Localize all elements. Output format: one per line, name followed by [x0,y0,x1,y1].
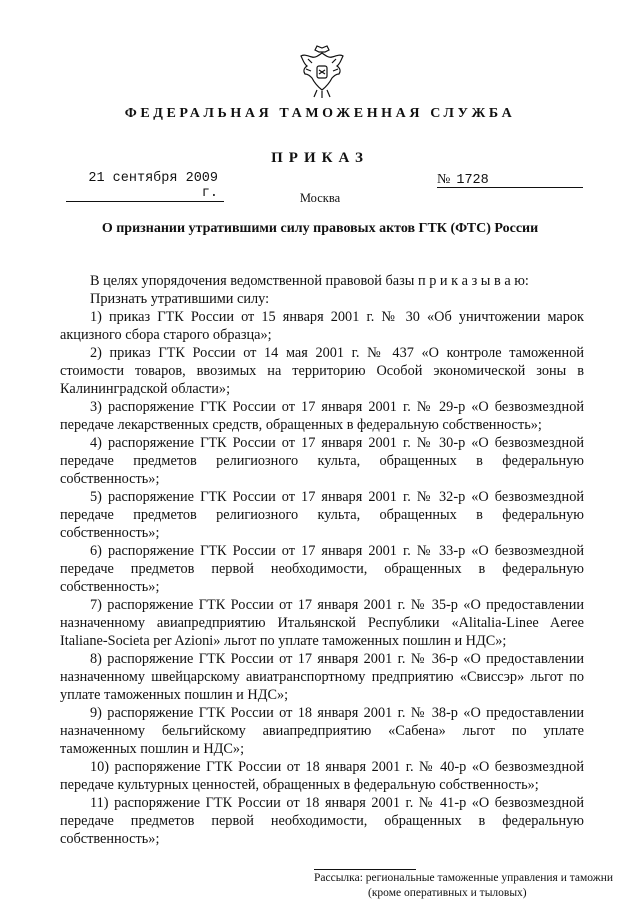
list-item: 2) приказ ГТК России от 14 мая 2001 г. № 437 «О контроле таможенной стоимости товаров, ввозимых на территорию Особой экономической зоны в Калининградской области»; [60,345,584,397]
distribution-rule [314,869,416,870]
distribution-line: (кроме оперативных и тыловых) [368,887,527,899]
list-item: 6) распоряжение ГТК России от 17 января 2001 г. № 33-р «О безвозмездной передаче предметов первой необходимости, обращенных в федеральную собственность»; [60,543,584,595]
list-item: 1) приказ ГТК России от 15 января 2001 г. № 30 «Об уничтожении марок акцизного сбора старого образца»; [60,309,584,343]
list-item: 9) распоряжение ГТК России от 18 января 2001 г. № 38-р «О предоставлении назначенному бельгийскому авиапредприятию «Сабена» льгот по уплате таможенных пошлин и НДС»; [60,705,584,757]
recognize-paragraph: Признать утратившими силу: [90,291,270,307]
order-number: 1728 [456,173,489,188]
document-title: О признании утратившими силу правовых актов ГТК (ФТС) России [101,221,539,236]
order-number-field [437,170,583,188]
list-item: 4) распоряжение ГТК России от 17 января 2001 г. № 30-р «О безвозмездной передаче предметов религиозного культа, обращенных в федеральную собственность»; [60,435,584,487]
intro-paragraph: В целях упорядочения ведомственной правовой базы п р и к а з ы в а ю: [90,273,529,289]
city: Москва [299,191,341,205]
list-item: 3) распоряжение ГТК России от 17 января 2001 г. № 29-р «О безвозмездной передаче лекарственных средств, обращенных в федеральную собственность»; [60,399,584,433]
coat-of-arms-emblem-icon [298,44,346,100]
distribution-note [314,871,624,901]
number-sign: № [437,172,451,187]
list-item: 11) распоряжение ГТК России от 18 января 2001 г. № 41-р «О безвозмездной передаче предметов первой необходимости, обращенных в федеральную собственность»; [60,795,584,847]
distribution-line: Рассылка: региональные таможенные управления и таможни [314,872,614,884]
document-type: ПРИКАЗ [271,150,369,166]
list-item: 8) распоряжение ГТК России от 17 января 2001 г. № 36-р «О предоставлении назначенному швейцарскому авиатранспортному предприятию «Свиссэр» льгот по уплате таможенных пошлин и НДС»; [60,651,584,703]
document-body [60,272,584,848]
order-date: 21 сентября 2009 г. [66,171,224,202]
list-item: 7) распоряжение ГТК России от 17 января 2001 г. № 35-р «О предоставлении назначенному авиапредприятию Итальянской Республики «Alitalia-Linee Aeree Italiane-Societa per Azioni» льгот по уплате таможенных пошлин и НДС»; [60,597,584,649]
list-item: 10) распоряжение ГТК России от 18 января 2001 г. № 40-р «О безвозмездной передаче культурных ценностей, обращенных в федеральную собственность»; [60,759,584,793]
list-item: 5) распоряжение ГТК России от 17 января 2001 г. № 32-р «О безвозмездной передаче предметов религиозного культа, обращенных в федеральную собственность»; [60,489,584,541]
agency-name: ФЕДЕРАЛЬНАЯ ТАМОЖЕННАЯ СЛУЖБА [124,106,516,121]
